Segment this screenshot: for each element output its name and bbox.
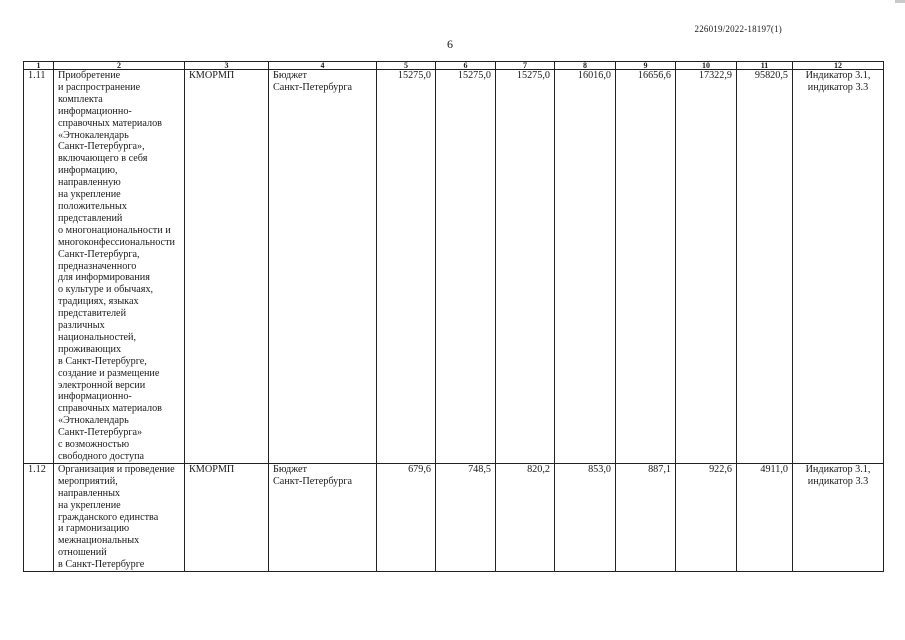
funding-source bbox=[269, 463, 377, 571]
row-number: 1.12 bbox=[24, 463, 54, 571]
year-value: 15275,0 bbox=[377, 70, 436, 464]
column-header: 11 bbox=[737, 62, 793, 70]
cell-text-line: направленных bbox=[58, 487, 121, 499]
cell-text-line: с возможностью bbox=[58, 439, 130, 451]
measure-description bbox=[54, 70, 185, 464]
column-header: 7 bbox=[496, 62, 555, 70]
cell-text-line: комплекта bbox=[58, 93, 103, 105]
cell-text-line: Приобретение bbox=[58, 70, 121, 81]
cell-text-line: в Санкт-Петербурге bbox=[58, 559, 145, 571]
year-value: 15275,0 bbox=[436, 70, 496, 464]
table-row bbox=[24, 70, 884, 464]
responsible-executor: КМОРМП bbox=[185, 70, 269, 464]
year-value: 17322,9 bbox=[676, 70, 737, 464]
cell-text-line: Санкт-Петербурга, bbox=[58, 248, 140, 260]
cell-text-line: Бюджет bbox=[273, 463, 308, 475]
cell-text-line: различных bbox=[58, 320, 105, 332]
cell-text-line: электронной версии bbox=[58, 379, 146, 391]
cell-text-line: Организация и проведение bbox=[58, 463, 175, 475]
cell-text-line: создание и размещение bbox=[58, 367, 160, 379]
column-header: 4 bbox=[269, 62, 377, 70]
cell-text-line: на укрепление bbox=[58, 499, 121, 511]
cell-text-line: в Санкт-Петербурге, bbox=[58, 355, 147, 367]
year-value: 853,0 bbox=[555, 463, 616, 571]
column-header: 5 bbox=[377, 62, 436, 70]
cell-text-line: Санкт-Петербурга bbox=[273, 475, 353, 487]
cell-text-line: положительных bbox=[58, 200, 127, 212]
year-value: 16656,6 bbox=[616, 70, 676, 464]
indicator-reference bbox=[793, 70, 884, 464]
cell-text-line: справочных материалов bbox=[58, 117, 162, 129]
column-header: 1 bbox=[24, 62, 54, 70]
cell-text-line: представителей bbox=[58, 308, 127, 320]
total-value: 4911,0 bbox=[737, 463, 793, 571]
cell-text-line: для информирования bbox=[58, 272, 150, 284]
cell-text-line: Санкт-Петербурга» bbox=[58, 427, 143, 439]
cell-text-line: о культуре и обычаях, bbox=[58, 284, 154, 296]
total-value: 95820,5 bbox=[737, 70, 793, 464]
indicator-reference bbox=[793, 463, 884, 571]
cell-text-line: национальностей, bbox=[58, 331, 137, 343]
cell-text-line: традициях, языках bbox=[58, 296, 139, 308]
cell-text-line: Санкт-Петербурга bbox=[273, 81, 353, 93]
cell-text-line: мероприятий, bbox=[58, 475, 118, 487]
cell-text-line: информационно- bbox=[58, 391, 132, 403]
scan-corner-mark bbox=[895, 0, 905, 3]
cell-text-line: свободного доступа bbox=[58, 451, 145, 462]
year-value: 748,5 bbox=[436, 463, 496, 571]
cell-text-line: гражданского единства bbox=[58, 511, 159, 523]
cell-text-line: отношений bbox=[58, 547, 107, 559]
cell-text-line: включающего в себя bbox=[58, 153, 148, 165]
column-header: 2 bbox=[54, 62, 185, 70]
cell-text-line: направленную bbox=[58, 177, 121, 189]
cell-text-line: «Этнокалендарь bbox=[58, 415, 129, 427]
year-value: 679,6 bbox=[377, 463, 436, 571]
cell-text-line: предназначенного bbox=[58, 260, 137, 272]
cell-text-line: индикатор 3.3 bbox=[807, 475, 869, 487]
year-value: 887,1 bbox=[616, 463, 676, 571]
column-header: 9 bbox=[616, 62, 676, 70]
cell-text-line: Санкт-Петербурга», bbox=[58, 141, 145, 153]
cell-text-line: на укрепление bbox=[58, 189, 121, 201]
cell-text-line: представлений bbox=[58, 212, 123, 224]
cell-text-line: и гармонизацию bbox=[58, 523, 130, 535]
cell-text-line: индикатор 3.3 bbox=[807, 81, 869, 93]
column-header: 6 bbox=[436, 62, 496, 70]
cell-text-line: о многонациональности и bbox=[58, 224, 171, 236]
year-value: 922,6 bbox=[676, 463, 737, 571]
cell-text-line: информационно- bbox=[58, 105, 132, 117]
cell-text-line: Индикатор 3.1, bbox=[805, 463, 871, 475]
table-row bbox=[24, 463, 884, 571]
column-number-header-row bbox=[24, 62, 884, 70]
row-number: 1.11 bbox=[24, 70, 54, 464]
year-value: 15275,0 bbox=[496, 70, 555, 464]
document-registration-number: 226019/2022-18197(1) bbox=[694, 24, 782, 34]
column-header: 8 bbox=[555, 62, 616, 70]
cell-text-line: Бюджет bbox=[273, 70, 308, 81]
cell-text-line: справочных материалов bbox=[58, 403, 162, 415]
column-header: 10 bbox=[676, 62, 737, 70]
funding-source bbox=[269, 70, 377, 464]
cell-text-line: проживающих bbox=[58, 343, 122, 355]
cell-text-line: и распространение bbox=[58, 81, 141, 93]
year-value: 820,2 bbox=[496, 463, 555, 571]
cell-text-line: многоконфессиональности bbox=[58, 236, 175, 248]
year-value: 16016,0 bbox=[555, 70, 616, 464]
page-number: 6 bbox=[447, 37, 453, 51]
program-measures-table bbox=[23, 61, 884, 572]
responsible-executor: КМОРМП bbox=[185, 463, 269, 571]
cell-text-line: «Этнокалендарь bbox=[58, 129, 129, 141]
column-header: 12 bbox=[793, 62, 884, 70]
cell-text-line: межнациональных bbox=[58, 535, 140, 547]
measure-description bbox=[54, 463, 185, 571]
column-header: 3 bbox=[185, 62, 269, 70]
cell-text-line: информацию, bbox=[58, 165, 118, 177]
cell-text-line: Индикатор 3.1, bbox=[805, 70, 871, 81]
